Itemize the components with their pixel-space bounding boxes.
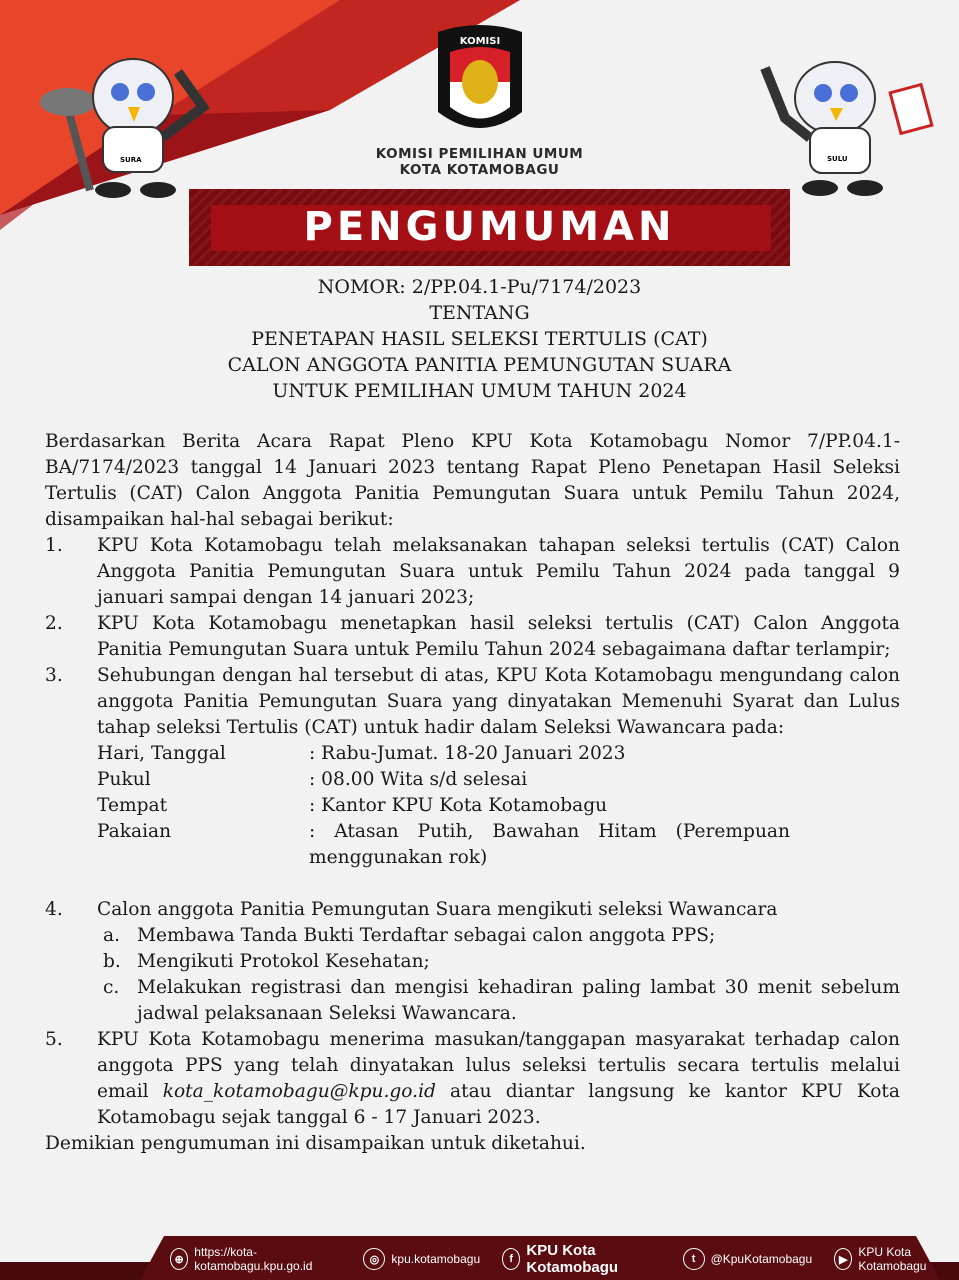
- item-text: atau diantar langsung ke kantor KPU Kota Kotamobagu sejak tanggal 6 - 17 Januari 2023.: [97, 1081, 900, 1128]
- facebook-link[interactable]: [502, 1242, 660, 1276]
- sub-item-letter: c.: [103, 977, 120, 998]
- schedule-label: Pakaian: [97, 821, 172, 842]
- sub-item-text: Melakukan registrasi dan mengisi kehadiran paling lambat 30 menit sebelum jadwal pelaksanaan Seleksi Wawancara.: [137, 977, 900, 1024]
- schedule-value: : 08.00 Wita s/d selesai: [309, 769, 528, 790]
- item-number: 2.: [45, 613, 63, 634]
- sub-item: [97, 975, 900, 1027]
- item-text: Calon anggota Panitia Pemungutan Suara mengikuti seleksi Wawancara: [97, 899, 778, 920]
- announcement-banner: [189, 189, 790, 266]
- schedule-value: : Atasan Putih, Bawahan Hitam (Perempuan menggunakan rok): [309, 821, 790, 868]
- closing-paragraph: Demikian pengumuman ini disampaikan untuk diketahui.: [45, 1133, 586, 1154]
- schedule-label: Hari, Tanggal: [97, 743, 226, 764]
- document-body: [45, 429, 900, 1157]
- facebook-icon: f: [502, 1248, 520, 1270]
- mascot-left-label: SURA: [120, 156, 142, 164]
- facebook-text: KPU Kota Kotamobagu: [526, 1242, 619, 1276]
- schedule-table: [97, 741, 900, 871]
- sub-item-letter: a.: [103, 925, 120, 946]
- schedule-label: Tempat: [97, 795, 168, 816]
- instagram-text: kpu.kotamobagu: [391, 1252, 481, 1266]
- item-text: KPU Kota Kotamobagu telah melaksanakan tahapan seleksi tertulis (CAT) Calon Anggota Panitia Pemungutan Suara untuk Pemilu Tahun 2024 pada tanggal 9 januari sampai dengan 14 januari 2023;: [97, 535, 900, 608]
- twitter-icon: t: [683, 1248, 705, 1270]
- item-number: 5.: [45, 1029, 63, 1050]
- organization-name: [0, 146, 959, 178]
- schedule-label: Pukul: [97, 769, 151, 790]
- item-number: 1.: [45, 535, 63, 556]
- item-number: 4.: [45, 899, 63, 920]
- document-title: [0, 274, 959, 404]
- intro-paragraph: Berdasarkan Berita Acara Rapat Pleno KPU Kota Kotamobagu Nomor 7/PP.04.1-BA/7174/2023 tanggal 14 Januari 2023 tentang Rapat Pleno Penetapan Hasil Seleksi Tertulis (CAT) Calon Anggota Panitia Pemungutan Suara untuk Pemilu Tahun 2024, disampaikan hal-hal sebagai berikut:: [45, 431, 900, 530]
- item-number: 3.: [45, 665, 63, 686]
- instagram-link[interactable]: [363, 1248, 480, 1270]
- website-link[interactable]: [170, 1245, 341, 1273]
- mascot-right-label: SULU: [827, 155, 848, 163]
- title-line: UNTUK PEMILIHAN UMUM TAHUN 2024: [272, 380, 687, 402]
- kpu-logo: [430, 22, 530, 140]
- email-link[interactable]: kota_kotamobagu@kpu.go.id: [162, 1081, 436, 1102]
- org-line-1: KOMISI PEMILIHAN UMUM: [375, 146, 584, 162]
- banner-title: PENGUMUMAN: [303, 204, 676, 250]
- globe-icon: ⊕: [170, 1248, 188, 1270]
- list-item: [45, 533, 900, 611]
- list-item: [45, 1027, 900, 1131]
- sub-item-text: Membawa Tanda Bukti Terdaftar sebagai calon anggota PPS;: [137, 925, 716, 946]
- list-item: [45, 611, 900, 663]
- social-links: [170, 1242, 959, 1276]
- youtube-link[interactable]: [834, 1245, 959, 1273]
- svg-text:KOMISI: KOMISI: [459, 36, 501, 47]
- twitter-link[interactable]: [683, 1248, 813, 1270]
- twitter-text: @KpuKotamobagu: [710, 1252, 813, 1266]
- sub-item-letter: b.: [103, 951, 121, 972]
- document-number: NOMOR: 2/PP.04.1-Pu/7174/2023: [317, 276, 642, 298]
- sub-item: [97, 923, 900, 949]
- title-line: PENETAPAN HASIL SELEKSI TERTULIS (CAT): [251, 328, 708, 350]
- sub-item-text: Mengikuti Protokol Kesehatan;: [137, 951, 430, 972]
- schedule-value: : Kantor KPU Kota Kotamobagu: [309, 795, 608, 816]
- list-item: [45, 663, 900, 871]
- item-text: Sehubungan dengan hal tersebut di atas, KPU Kota Kotamobagu mengundang calon anggota Panitia Pemungutan Suara yang dinyatakan Memenuhi Syarat dan Lulus tahap seleksi Tertulis (CAT) untuk hadir dalam Seleksi Wawancara pada:: [97, 665, 900, 738]
- list-item: [45, 897, 900, 1027]
- instagram-icon: ◎: [363, 1248, 385, 1270]
- title-line: CALON ANGGOTA PANITIA PEMUNGUTAN SUARA: [227, 354, 732, 376]
- item-text: KPU Kota Kotamobagu menetapkan hasil seleksi tertulis (CAT) Calon Anggota Panitia Pemungutan Suara untuk Pemilu Tahun 2024 sebagaimana daftar terlampir;: [97, 613, 900, 660]
- item-text: KPU Kota Kotamobagu menerima masukan/tanggapan masyarakat terhadap calon anggota PPS yang telah dinyatakan lulus seleksi tertulis secara tertulis melalui email: [97, 1029, 900, 1102]
- website-text: https://kota-kotamobagu.kpu.go.id: [194, 1245, 313, 1273]
- youtube-text: KPU Kota Kotamobagu: [858, 1245, 927, 1273]
- title-line: TENTANG: [429, 302, 530, 324]
- org-line-2: KOTA KOTAMOBAGU: [399, 162, 560, 178]
- schedule-value: : Rabu-Jumat. 18-20 Januari 2023: [309, 743, 626, 764]
- sub-item: [97, 949, 900, 975]
- youtube-icon: ▶: [834, 1248, 852, 1270]
